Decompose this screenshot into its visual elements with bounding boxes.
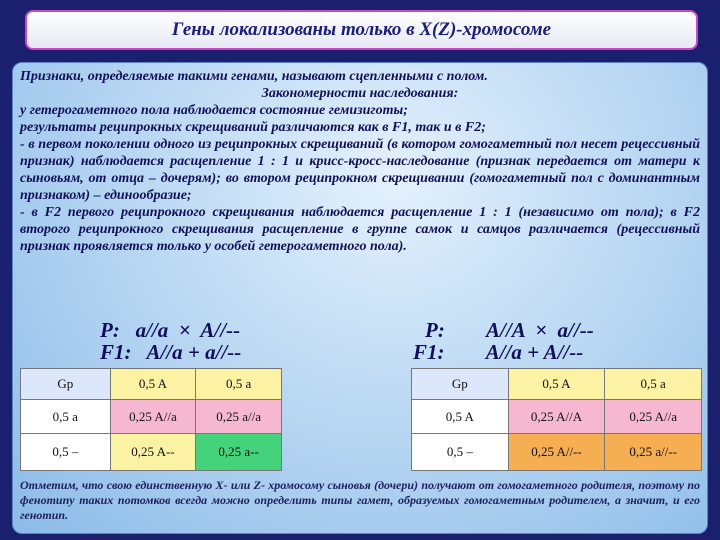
table-cell: 0,25 a-- (196, 434, 282, 471)
table-header-cell: Gp (412, 369, 509, 400)
table-cell: 0,25 A//A (508, 400, 605, 434)
cross-right-f1: F1: A//a + A//-- (413, 340, 584, 364)
punnett-table-left (20, 368, 282, 471)
table-cell: 0,25 A//-- (508, 434, 605, 471)
cross-left-parents: P: a//a × A//-- (100, 318, 241, 342)
slide-title-bar (25, 10, 698, 50)
punnett-table-right (411, 368, 702, 471)
table-cell: 0,25 A//a (605, 400, 702, 434)
paragraph-first-generation: - в первом поколении одного из реципрокных скрещиваний (в котором гомогаметный пол несет рецессивный признак) наблюдается расщепление 1 : 1 и крисс-кросс-наследование (признак передается от матери к сыновьям, от отца – дочерям); во втором реципрокном скрещивании (гомогаметный пол с доминантным признаком) – единообразие; (20, 137, 700, 203)
slide-title: Гены локализованы только в X(Z)-хромосоме (171, 19, 552, 40)
table-row-label: 0,5 a (21, 400, 111, 434)
table-cell: 0,25 a//-- (605, 434, 702, 471)
cross-right-parents: P: A//A × a//-- (425, 318, 594, 342)
table-header-cell: Gp (21, 369, 111, 400)
table-header-cell: 0,5 A (508, 369, 605, 400)
paragraph-hemizygote: у гетерогаметного пола наблюдается состояние гемизиготы; (20, 103, 408, 118)
main-text (20, 68, 700, 255)
table-row-label: 0,5 A (412, 400, 509, 434)
paragraph-intro: Признаки, определяемые такими генами, называют сцепленными с полом. (20, 69, 488, 84)
table-cell: 0,25 A//a (110, 400, 196, 434)
footnote: Отметим, что свою единственную X- или Z- хромосому сыновья (дочери) получают от гомогаметного родителя, поэтому по фенотипу таких потомков всегда можно определить типы гамет, образуемых гомогаметным родителем, а значит, и его генотип. (20, 478, 700, 522)
paragraph-heading: Закономерности наследования: (261, 86, 459, 101)
paragraph-second-generation: - в F2 первого реципрокного скрещивания наблюдается расщепление 1 : 1 (независимо от пола); в F2 второго реципрокного скрещивания расщепление в группе самок и самцов различается (рецессивный признак проявляется только у особей гетерогаметного пола). (20, 205, 700, 254)
paragraph-reciprocal: результаты реципрокных скрещиваний различаются как в F1, так и в F2; (20, 120, 486, 135)
table-cell: 0,25 A-- (110, 434, 196, 471)
table-header-cell: 0,5 a (605, 369, 702, 400)
table-row-label: 0,5 – (21, 434, 111, 471)
table-cell: 0,25 a//a (196, 400, 282, 434)
table-row-label: 0,5 – (412, 434, 509, 471)
table-header-cell: 0,5 a (196, 369, 282, 400)
table-header-cell: 0,5 A (110, 369, 196, 400)
cross-left-f1: F1: A//a + a//-- (100, 340, 242, 364)
